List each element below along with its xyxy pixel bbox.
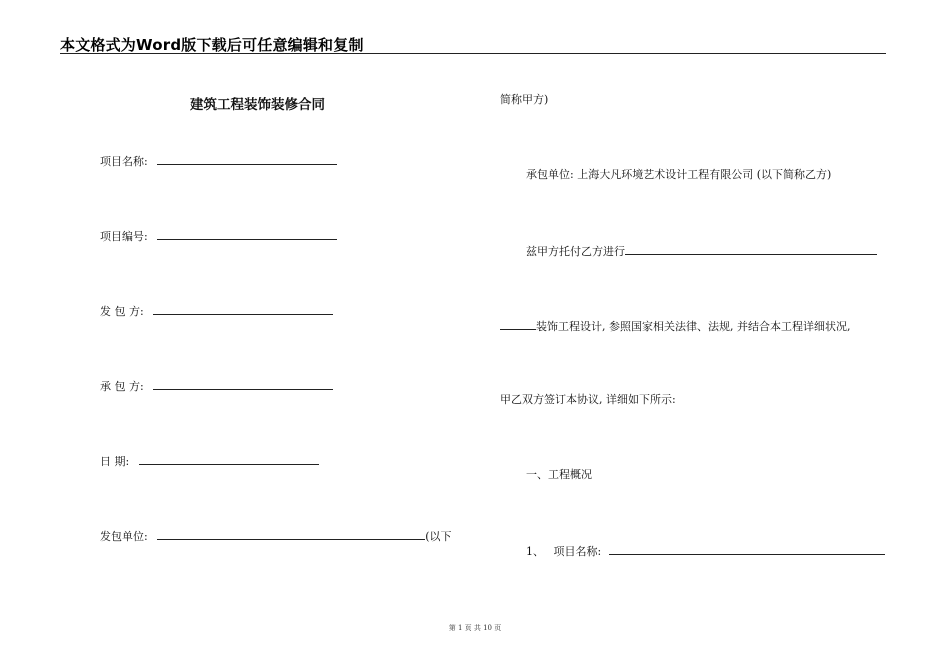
item-project-name-label: 项目名称: xyxy=(553,545,602,558)
issuing-unit-row xyxy=(100,528,452,544)
date-blank[interactable] xyxy=(139,453,319,465)
document-banner: 本文格式为Word版下载后可任意编辑和复制 xyxy=(60,36,364,54)
item-number: 1、 xyxy=(526,545,544,558)
project-number-blank[interactable] xyxy=(157,228,337,240)
date-label: 日 期: xyxy=(100,455,130,468)
project-number-label: 项目编号: xyxy=(100,230,148,243)
entrust-blank[interactable] xyxy=(625,243,877,255)
paragraph-party-a-abbrev: 简称甲方) xyxy=(500,93,549,106)
paragraph-design-row xyxy=(500,318,850,334)
contractor-row xyxy=(100,378,333,394)
paragraph-agreement: 甲乙双方签订本协议, 详细如下所示: xyxy=(500,393,676,406)
contractor-label: 承 包 方: xyxy=(100,380,144,393)
paragraph-contractor-unit: 承包单位: 上海大凡环境艺术设计工程有限公司 (以下简称乙方) xyxy=(526,168,832,181)
issuing-unit-label: 发包单位: xyxy=(100,530,148,543)
date-row xyxy=(100,453,319,469)
contract-title: 建筑工程装饰装修合同 xyxy=(190,97,325,113)
paragraph-entrust-row xyxy=(526,243,877,259)
contractor-blank[interactable] xyxy=(153,378,333,390)
issuing-unit-suffix: (以下 xyxy=(425,530,452,543)
item-project-name-row xyxy=(526,543,885,559)
header-rule xyxy=(60,53,886,54)
project-name-row xyxy=(100,153,337,169)
paragraph-design: 装饰工程设计, 参照国家相关法律、法规, 并结合本工程详细状况, xyxy=(536,320,851,333)
page-footer: 第 1 页 共 10 页 xyxy=(448,624,502,632)
section-heading-overview: 一、工程概况 xyxy=(526,468,592,481)
issuing-unit-blank[interactable] xyxy=(157,528,425,540)
paragraph-entrust: 兹甲方托付乙方进行 xyxy=(526,245,625,258)
item-project-name-blank[interactable] xyxy=(609,543,885,555)
issuer-row xyxy=(100,303,333,319)
project-name-blank[interactable] xyxy=(157,153,337,165)
issuer-blank[interactable] xyxy=(153,303,333,315)
project-number-row xyxy=(100,228,337,244)
design-blank[interactable] xyxy=(500,318,536,330)
project-name-label: 项目名称: xyxy=(100,155,148,168)
issuer-label: 发 包 方: xyxy=(100,305,144,318)
